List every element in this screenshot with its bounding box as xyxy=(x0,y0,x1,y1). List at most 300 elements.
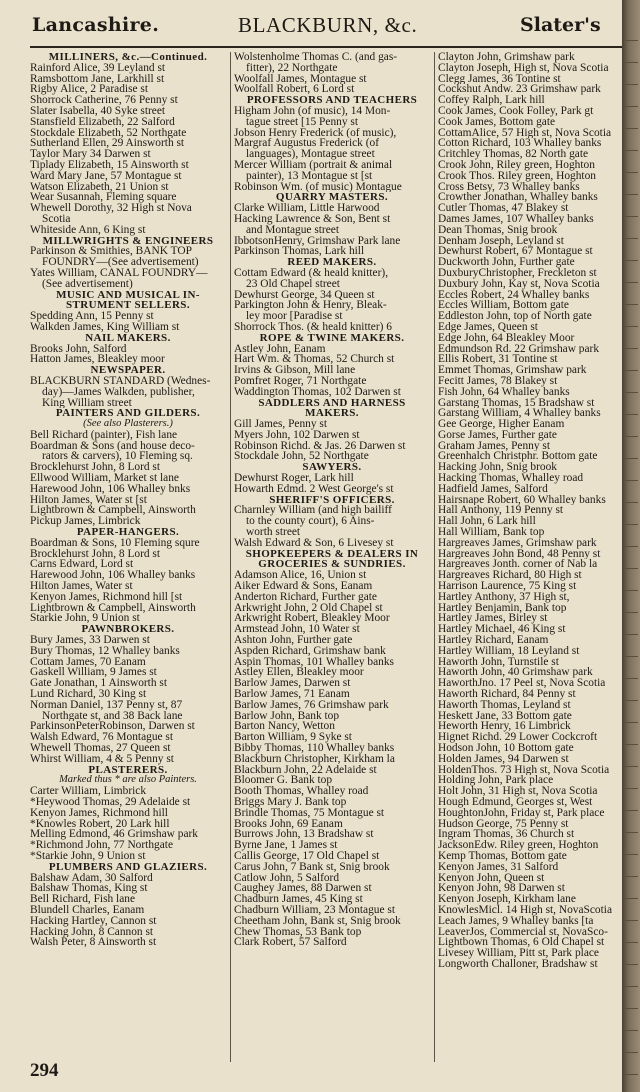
edge-text-line xyxy=(625,678,638,679)
edge-text-line xyxy=(625,920,638,921)
directory-entry: Harrison Laurence, 75 King st xyxy=(438,581,577,592)
directory-entry: Coffey Ralph, Lark hill xyxy=(438,95,545,106)
edge-text-line xyxy=(625,546,638,547)
directory-entry: Harewood John, 106 Whalley bnks xyxy=(30,483,191,495)
directory-entry: Spedding Ann, 15 Penny st xyxy=(30,311,154,322)
directory-entry: Barlow James, 76 Grimshaw park xyxy=(234,699,389,711)
section-heading: MILLWRIGHTS & ENGINEERS xyxy=(42,234,214,247)
directory-entry: Adamson Alice, 16, Union st xyxy=(234,570,367,582)
directory-entry: Barlow James, Darwen st xyxy=(234,678,351,690)
directory-entry: Clegg James, 36 Tontine st xyxy=(438,73,561,85)
directory-entry: HaworthJno. 17 Peel st, Nova Scotia xyxy=(438,678,606,690)
section-heading: PAINTERS AND GILDERS. xyxy=(55,407,201,420)
directory-entry: Whirst William, 4 & 5 Penny st xyxy=(30,753,174,765)
directory-entry: Dewhurst Robert, 67 Montague st xyxy=(438,246,593,258)
directory-entry: Yates William, CANAL FOUNDRY— xyxy=(30,267,208,279)
directory-entry: Balshaw Thomas, King st xyxy=(30,883,148,895)
header-rule xyxy=(30,46,622,48)
directory-entry: Tiplady Elizabeth, 15 Ainsworth st xyxy=(30,159,189,171)
directory-entry: Wear Susannah, Fleming square xyxy=(30,192,177,204)
directory-entry: Dames James, 107 Whalley banks xyxy=(438,213,594,225)
edge-text-line xyxy=(625,458,638,459)
section-heading: NEWSPAPER. xyxy=(90,364,166,377)
directory-entry: Astley John, Eanam xyxy=(234,343,326,355)
edge-text-line xyxy=(625,854,638,855)
directory-entry: Hacking Thomas, Whalley road xyxy=(438,473,584,484)
directory-entry: Holt John, 31 High st, Nova Scotia xyxy=(438,786,598,797)
directory-entry: Lund Richard, 30 King st xyxy=(30,689,147,700)
edge-text-line xyxy=(625,986,638,987)
directory-entry: Cross Betsy, 73 Whalley banks xyxy=(438,181,580,193)
directory-entry: Balshaw Adam, 30 Salford xyxy=(30,872,153,884)
directory-entry: Hartley Benjamin, Bank top xyxy=(438,602,567,614)
edge-text-line xyxy=(625,370,638,371)
directory-entry: Ingram Thomas, 36 Church st xyxy=(438,829,575,841)
directory-entry: Clayton John, Grimshaw park xyxy=(438,52,575,63)
directory-entry: Edmundson Rd. 22 Grimshaw park xyxy=(438,343,600,355)
directory-entry: Brocklehurst John, 8 Lord st xyxy=(30,548,161,560)
directory-entry: Pomfret Roger, 71 Northgate xyxy=(234,375,367,387)
directory-entry: HoldenThos. 73 High st, Nova Scotia xyxy=(438,764,610,776)
directory-entry: Parkington John & Henry, Bleak- xyxy=(234,300,387,312)
section-heading: QUARRY MASTERS. xyxy=(275,191,389,204)
directory-entry: Emmet Thomas, Grimshaw park xyxy=(438,365,587,376)
directory-entry: Crowther Jonathan, Whalley banks xyxy=(438,192,598,204)
entry-continuation: and Montague street xyxy=(246,224,339,236)
edge-text-line xyxy=(625,656,638,657)
directory-entry: Brindle Thomas, 75 Montague st xyxy=(234,807,385,819)
edge-text-line xyxy=(625,238,638,239)
directory-entry: Haworth Richard, 84 Penny st xyxy=(438,689,576,700)
next-page-edge xyxy=(622,0,640,1092)
directory-entry: Woolfall Robert, 6 Lord st xyxy=(234,84,355,96)
directory-entry: Dewhurst Roger, Lark hill xyxy=(234,473,354,484)
edge-text-line xyxy=(625,1052,638,1053)
directory-entry: Shorrock Thos. (& heald knitter) 6 xyxy=(234,321,392,333)
directory-entry: Fecitt James, 78 Blakey st xyxy=(438,375,558,387)
directory-entry: Cottam James, 70 Eanam xyxy=(30,656,146,668)
directory-entry: Hacking Hartley, Cannon st xyxy=(30,915,157,927)
edge-text-line xyxy=(625,810,638,811)
directory-entry: Bibby Thomas, 110 Whalley banks xyxy=(234,743,395,754)
directory-entry: Hargreaves James, Grimshaw park xyxy=(438,537,597,549)
directory-entry: Cheetham John, Bank st, Snig brook xyxy=(234,915,401,927)
directory-entry: Callis George, 17 Old Chapel st xyxy=(234,850,380,862)
directory-entry: Boardman & Sons, 10 Fleming squre xyxy=(30,537,200,549)
entry-continuation: (See advertisement) xyxy=(42,278,133,290)
directory-entry: Burrows John, 13 Bradshaw st xyxy=(234,829,374,841)
edge-text-line xyxy=(625,282,638,283)
edge-text-line xyxy=(625,832,638,833)
directory-entry: Hignet Richd. 29 Lower Cockcroft xyxy=(438,732,598,743)
directory-entry: Jobson Henry Frederick (of music), xyxy=(234,127,397,139)
entry-continuation: FOUNDRY—(See advertisement) xyxy=(42,257,199,268)
section-heading: MILLINERS, &c.—Continued. xyxy=(48,51,208,63)
directory-entry: Cotton Richard, 103 Whalley banks xyxy=(438,138,602,150)
edge-text-line xyxy=(625,326,638,327)
edge-text-line xyxy=(625,788,638,789)
edge-text-line xyxy=(625,502,638,503)
section-heading: STRUMENT SELLERS. xyxy=(66,299,190,312)
entry-continuation: languages), Montague street xyxy=(246,149,375,160)
directory-entry: Greenhalch Christphr. Bottom gate xyxy=(438,451,598,463)
directory-entry: Irvins & Gibson, Mill lane xyxy=(234,365,356,376)
directory-entry: Caughey James, 88 Darwen st xyxy=(234,883,372,895)
page-number: 294 xyxy=(30,1060,59,1081)
edge-text-line xyxy=(625,1008,638,1009)
directory-entry: Bury James, 33 Darwen st xyxy=(30,635,150,646)
directory-entry: Hargreaves John Bond, 48 Penny st xyxy=(438,548,601,560)
directory-entry: Woolfall James, Montague st xyxy=(234,73,367,85)
directory-entry: Brooks John, 69 Eanam xyxy=(234,818,343,830)
directory-entry: Graham James, Penny st xyxy=(438,440,550,452)
edge-text-line xyxy=(625,304,638,305)
directory-entry: Eddleston John, top of North gate xyxy=(438,311,592,322)
directory-entry: ParkinsonPeterRobinson, Darwen st xyxy=(30,721,195,733)
directory-entry: Stockdale John, 52 Northgate xyxy=(234,451,369,463)
directory-entry: *Knowles Robert, 20 Lark hill xyxy=(30,818,170,830)
directory-entry: Duckworth John, Further gate xyxy=(438,257,575,268)
directory-entry: Garstang Thomas, 15 Bradshaw st xyxy=(438,397,595,409)
section-note: (See also Plasterers.) xyxy=(83,419,173,430)
edge-text-line xyxy=(625,62,638,63)
directory-entry: Kenyon James, 31 Salford xyxy=(438,861,559,873)
directory-entry: Arkwright John, 2 Old Chapel st xyxy=(234,602,383,614)
directory-entry: Barlow John, Bank top xyxy=(234,710,340,722)
edge-text-line xyxy=(625,128,638,129)
edge-text-line xyxy=(625,1074,638,1075)
directory-entry: Whewell Dorothy, 32 High st Nova xyxy=(30,203,192,214)
directory-entry: Eccles William, Bottom gate xyxy=(438,300,569,312)
section-heading: MUSIC AND MUSICAL IN- xyxy=(56,288,200,301)
directory-entry: Kenyon John, Queen st xyxy=(438,872,545,884)
directory-entry: Walsh Peter, 8 Ainsworth st xyxy=(30,937,157,949)
directory-entry: Critchley Thomas, 82 North gate xyxy=(438,149,589,160)
directory-entry: Brooks John, Salford xyxy=(30,343,127,355)
directory-entry: Kenyon Joseph, Kirkham lane xyxy=(438,894,576,905)
directory-entry: Melling Edmond, 46 Grimshaw park xyxy=(30,829,198,841)
column-divider xyxy=(230,52,231,1062)
directory-entry: Hall Anthony, 119 Penny st xyxy=(438,505,564,517)
directory-entry: Hilton James, Water st xyxy=(30,581,133,592)
directory-entry: Cottam Edward (& heald knitter), xyxy=(234,267,389,279)
directory-entry: Booth Thomas, Whalley road xyxy=(234,786,369,797)
directory-entry: Hall William, Bank top xyxy=(438,527,545,538)
edge-text-line xyxy=(625,568,638,569)
entry-continuation: ley moor [Paradise st xyxy=(246,311,343,322)
directory-entry: Catlow John, 5 Salford xyxy=(234,872,340,884)
directory-entry: Hartley Michael, 46 King st xyxy=(438,624,566,636)
directory-entry: Charnley William (and high bailiff xyxy=(234,505,392,517)
directory-entry: Kemp Thomas, Bottom gate xyxy=(438,850,567,862)
directory-entry: BLACKBURN STANDARD (Wednes- xyxy=(30,375,211,387)
directory-entry: Lightbrown & Campbell, Ainsworth xyxy=(30,602,196,614)
directory-entry: Robinson Richd. & Jas. 26 Darwen st xyxy=(234,440,406,452)
directory-entry: Hilton James, Water st [st xyxy=(30,494,147,506)
directory-entry: Carus John, 7 Bank st, Snig brook xyxy=(234,861,390,873)
edge-text-line xyxy=(625,634,638,635)
entry-continuation: worth street xyxy=(246,527,301,538)
entry-continuation: rators & carvers), 10 Fleming sq. xyxy=(42,451,193,463)
entry-continuation: day)—James Walkden, publisher, xyxy=(42,386,195,398)
directory-entry: Hartley James, Birley st xyxy=(438,613,548,625)
directory-entry: Margraf Augustus Frederick (of xyxy=(234,138,379,150)
directory-entry: Blackburn John, 22 Adelaide st xyxy=(234,764,377,776)
directory-entry: Carns Edward, Lord st xyxy=(30,559,134,571)
directory-column-2 xyxy=(234,52,430,948)
column-divider xyxy=(434,52,435,1062)
directory-entry: Hart Wm. & Thomas, 52 Church st xyxy=(234,354,395,366)
directory-column-1 xyxy=(30,52,226,948)
directory-entry: Dean Thomas, Snig brook xyxy=(438,224,558,236)
directory-entry: Cockshut Andw. 23 Grimshaw park xyxy=(438,84,601,96)
directory-entry: Taylor Mary 34 Darwen st xyxy=(30,149,151,160)
directory-entry: Gee George, Higher Eanam xyxy=(438,419,565,430)
edge-text-line xyxy=(625,106,638,107)
edge-text-line xyxy=(625,744,638,745)
section-heading: SHOPKEEPERS & DEALERS IN xyxy=(245,547,419,560)
section-heading: PAPER-HANGERS. xyxy=(76,526,180,539)
directory-entry: Lightbown Thomas, 6 Old Chapel st xyxy=(438,937,605,949)
directory-entry: Hartley Richard, Eanam xyxy=(438,635,549,646)
directory-entry: Crook Thos. Riley green, Hoghton xyxy=(438,170,596,182)
directory-entry: Aiker Edward & Sons, Eanam xyxy=(234,581,373,592)
directory-entry: Barlow James, 71 Eanam xyxy=(234,689,350,700)
entry-continuation: to the county court), 6 Ains- xyxy=(246,516,375,528)
directory-entry: Chew Thomas, 53 Bank top xyxy=(234,926,362,938)
directory-entry: Edge John, 64 Bleakley Moor xyxy=(438,332,575,344)
county-title: Lancashire. xyxy=(32,14,160,36)
directory-entry: LeaverJos, Commercial st, NovaSco- xyxy=(438,926,608,938)
directory-entry: Ellis Robert, 31 Tontine st xyxy=(438,354,558,366)
directory-entry: Hall John, 6 Lark hill xyxy=(438,516,536,528)
edge-text-line xyxy=(625,590,638,591)
directory-entry: CottamAlice, 57 High st, Nova Scotia xyxy=(438,127,612,139)
directory-entry: Blundell Charles, Eanam xyxy=(30,904,145,916)
section-heading: SHERIFF'S OFFICERS. xyxy=(269,493,395,506)
edge-text-line xyxy=(625,348,638,349)
directory-entry: Brocklehurst John, 8 Lord st xyxy=(30,462,161,474)
directory-entry: Cook James, Bottom gate xyxy=(438,116,556,128)
directory-entry: Myers John, 102 Darwen st xyxy=(234,429,360,441)
directory-entry: Arkwright Robert, Bleakley Moor xyxy=(234,613,390,625)
edge-text-line xyxy=(625,700,638,701)
directory-entry: Starkie John, 9 Union st xyxy=(30,613,140,625)
entry-continuation: painter), 13 Montague st [st xyxy=(246,170,373,182)
directory-entry: Longworth Challoner, Bradshaw st xyxy=(438,958,598,970)
directory-entry: Kenyon James, Richmond hill [st xyxy=(30,591,183,603)
publisher-title: Slater's xyxy=(520,14,601,36)
directory-entry: Hough Edmund, Georges st, West xyxy=(438,796,593,808)
directory-entry: Chadburn William, 23 Montague st xyxy=(234,904,395,916)
directory-entry: DuxburyChristopher, Freckleton st xyxy=(438,267,597,279)
edge-text-line xyxy=(625,216,638,217)
directory-entry: Briggs Mary J. Bank top xyxy=(234,796,347,808)
directory-entry: JacksonEdw. Riley green, Hoghton xyxy=(438,840,599,851)
directory-entry: Hadfield James, Salford xyxy=(438,483,548,495)
directory-entry: Hatton James, Bleakley moor xyxy=(30,354,165,366)
directory-entry: Whiteside Ann, 6 King st xyxy=(30,224,146,236)
directory-entry: Ward Mary Jane, 57 Montague st xyxy=(30,170,182,182)
directory-entry: Bell Richard, Fish lane xyxy=(30,894,136,905)
directory-entry: Ramsbottom Jane, Larkhill st xyxy=(30,73,165,85)
entry-continuation: 23 Old Chapel street xyxy=(246,278,340,290)
directory-entry: Robinson Wm. (of music) Montague xyxy=(234,181,402,193)
directory-entry: Anderton Richard, Further gate xyxy=(234,591,377,603)
directory-entry: Walsh Edward, 76 Montague st xyxy=(30,732,174,743)
directory-entry: Hodson John, 10 Bottom gate xyxy=(438,743,574,754)
directory-entry: Boardman & Sons (and house deco- xyxy=(30,440,195,452)
directory-entry: Clark Robert, 57 Salford xyxy=(234,937,347,949)
directory-entry: Barton Nancy, Wetton xyxy=(234,721,335,733)
directory-entry: Bloomer G. Bank top xyxy=(234,775,333,787)
directory-entry: Hacking Lawrence & Son, Bent st xyxy=(234,213,391,225)
directory-entry: Walsh Edward & Son, 6 Livesey st xyxy=(234,537,394,549)
edge-text-line xyxy=(625,766,638,767)
directory-entry: Rainford Alice, 39 Leyland st xyxy=(30,62,166,74)
directory-entry: Aspden Richard, Grimshaw bank xyxy=(234,645,386,657)
section-heading: ROPE & TWINE MAKERS. xyxy=(259,331,405,344)
directory-entry: Watson Elizabeth, 21 Union st xyxy=(30,181,169,193)
directory-entry: Stockdale Elizabeth, 52 Northgate xyxy=(30,127,187,139)
entry-continuation: fitter), 22 Northgate xyxy=(246,62,338,74)
directory-entry: Hairsnape Robert, 60 Whalley banks xyxy=(438,494,606,506)
edge-text-line xyxy=(625,612,638,613)
directory-entry: Higham John (of music), 14 Mon- xyxy=(234,105,391,117)
directory-entry: Bell Richard (painter), Fish lane xyxy=(30,429,178,441)
directory-entry: Pickup James, Limbrick xyxy=(30,516,141,528)
edge-text-line xyxy=(625,392,638,393)
edge-text-line xyxy=(625,480,638,481)
section-heading: SADDLERS AND HARNESS xyxy=(258,396,406,409)
directory-entry: Kenyon James, Richmond hill xyxy=(30,807,168,819)
directory-entry: Haworth John, 40 Grimshaw park xyxy=(438,667,593,679)
directory-entry: Duxbury John, Kay st, Nova Scotia xyxy=(438,278,600,290)
directory-entry: Norman Daniel, 137 Penny st, 87 xyxy=(30,699,183,711)
section-note: Marked thus * are also Painters. xyxy=(59,775,197,786)
edge-text-line xyxy=(625,898,638,899)
directory-entry: Bury Thomas, 12 Whalley banks xyxy=(30,645,180,657)
directory-entry: Shorrock Catherine, 76 Penny st xyxy=(30,95,178,106)
directory-entry: Leach James, 9 Whalley banks [ta xyxy=(438,915,594,927)
directory-entry: Barton William, 9 Syke st xyxy=(234,732,352,743)
section-heading: MAKERS. xyxy=(305,407,359,420)
directory-entry: *Starkie John, 9 Union st xyxy=(30,850,146,862)
directory-entry: Hartley William, 18 Leyland st xyxy=(438,645,580,657)
directory-entry: Armstead John, 10 Water st xyxy=(234,624,360,636)
directory-entry: Howarth Edmd. 2 West George's st xyxy=(234,483,394,495)
directory-entry: Heworth Henry, 16 Limbrick xyxy=(438,721,571,733)
edge-text-line xyxy=(625,1030,638,1031)
edge-text-line xyxy=(625,436,638,437)
edge-text-line xyxy=(625,194,638,195)
directory-entry: Hargreaves Jonth. corner of Nab la xyxy=(438,559,598,571)
directory-entry: Kenyon John, 98 Darwen st xyxy=(438,883,565,895)
directory-entry: Heskett Jane, 33 Bottom gate xyxy=(438,710,572,722)
section-heading: NAIL MAKERS. xyxy=(85,331,171,344)
section-heading: PLASTERERS. xyxy=(88,763,168,776)
edge-text-line xyxy=(625,876,638,877)
directory-entry: Holding John, Park place xyxy=(438,775,554,787)
directory-entry: Edge James, Queen st xyxy=(438,321,538,333)
directory-entry: Blackburn Christopher, Kirkham la xyxy=(234,753,395,765)
directory-entry: Hacking John, Snig brook xyxy=(438,462,557,474)
directory-entry: Ellwood William, Market st lane xyxy=(30,473,179,484)
directory-entry: Crook John, Riley green, Hoghton xyxy=(438,159,595,171)
directory-entry: Rigby Alice, 2 Paradise st xyxy=(30,84,149,96)
directory-entry: Denham Joseph, Leyland st xyxy=(438,235,564,247)
directory-entry: Whewell Thomas, 27 Queen st xyxy=(30,743,171,754)
directory-entry: Clayton Joseph, High st, Nova Scotia xyxy=(438,62,609,74)
section-heading: PLUMBERS AND GLAZIERS. xyxy=(48,860,208,873)
section-heading: PROFESSORS AND TEACHERS xyxy=(246,94,418,107)
town-title: BLACKBURN, &c. xyxy=(238,13,418,37)
directory-column-3 xyxy=(438,52,622,970)
directory-entry: *Heywood Thomas, 29 Adelaide st xyxy=(30,796,191,808)
directory-entry: Hacking John, 8 Cannon st xyxy=(30,926,154,938)
directory-entry: Eccles Robert, 24 Whalley banks xyxy=(438,289,590,301)
directory-entry: Gorse James, Further gate xyxy=(438,429,557,441)
section-heading: GROCERIES & SUNDRIES. xyxy=(258,558,406,571)
directory-entry: Byrne Jane, 1 James st xyxy=(234,840,338,851)
directory-entry: Gaskell William, 9 James st xyxy=(30,667,157,679)
directory-entry: Clarke William, Little Harwood xyxy=(234,203,380,214)
page-header xyxy=(0,12,622,44)
directory-entry: Hartley Anthony, 37 High st, xyxy=(438,591,570,603)
edge-text-line xyxy=(625,722,638,723)
directory-entry: Ashton John, Further gate xyxy=(234,635,353,646)
directory-entry: Cutler Thomas, 47 Blakey st xyxy=(438,203,569,214)
directory-entry: Stansfield Elizabeth, 22 Salford xyxy=(30,116,175,128)
directory-entry: Gill James, Penny st xyxy=(234,419,328,430)
directory-entry: Astley Ellen, Bleakley moor xyxy=(234,667,364,679)
directory-entry: IbbotsonHenry, Grimshaw Park lane xyxy=(234,235,401,247)
section-heading: SAWYERS. xyxy=(302,461,362,474)
directory-entry: Wolstenholme Thomas C. (and gas- xyxy=(234,52,398,63)
directory-entry: Harewood John, 106 Whalley banks xyxy=(30,570,196,582)
directory-entry: Haworth Thomas, Leyland st xyxy=(438,699,571,711)
entry-continuation: King William street xyxy=(42,397,132,409)
directory-entry: Parkinson & Smithies, BANK TOP xyxy=(30,246,192,258)
directory-entry: Walkden James, King William st xyxy=(30,321,180,333)
edge-text-line xyxy=(625,414,638,415)
directory-entry: KnowlesMicl. 14 High st, NovaScotia xyxy=(438,904,613,916)
directory-entry: Aspin Thomas, 101 Whalley banks xyxy=(234,656,394,668)
directory-entry: Garstang William, 4 Whalley banks xyxy=(438,408,601,420)
directory-entry: Sutherland Ellen, 29 Ainsworth st xyxy=(30,138,185,150)
directory-entry: Hargreaves Richard, 80 High st xyxy=(438,570,582,582)
directory-entry: *Richmond John, 77 Northgate xyxy=(30,840,174,851)
directory-entry: Gate Jonathan, 1 Ainsworth st xyxy=(30,678,167,690)
directory-entry: Fish John, 64 Whalley banks xyxy=(438,386,570,398)
directory-entry: Mercer William (portrait & animal xyxy=(234,159,393,171)
section-heading: REED MAKERS. xyxy=(287,256,377,269)
directory-entry: Slater Isabella, 40 Syke street xyxy=(30,105,166,117)
directory-entry: Waddington Thomas, 102 Darwen st xyxy=(234,386,401,398)
directory-entry: Lightbrown & Campbell, Ainsworth xyxy=(30,505,196,517)
entry-continuation: Northgate st, and 38 Back lane xyxy=(42,710,183,722)
edge-text-line xyxy=(625,524,638,525)
directory-entry: Hudson George, 75 Penny st xyxy=(438,818,569,830)
directory-entry: Livesey William, Pitt st, Park place xyxy=(438,948,599,959)
edge-text-line xyxy=(625,172,638,173)
edge-text-line xyxy=(625,942,638,943)
directory-entry: HoughtonJohn, Friday st, Park place xyxy=(438,807,605,819)
edge-text-line xyxy=(625,150,638,151)
entry-continuation: tague street [15 Penny st xyxy=(246,116,358,128)
edge-text-line xyxy=(625,84,638,85)
edge-text-line xyxy=(625,260,638,261)
